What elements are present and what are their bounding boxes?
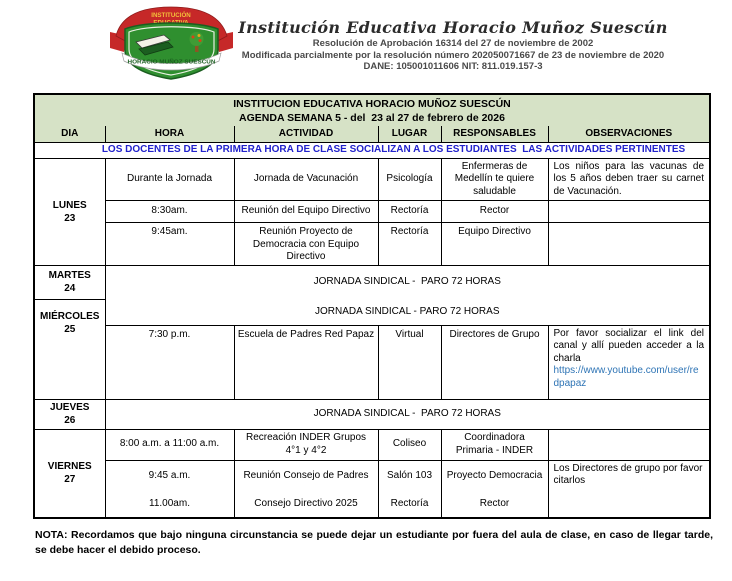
actividad-cell: Reunión Proyecto de Democracia con Equipo Directivo (234, 223, 378, 266)
actividad-cell: Reunión del Equipo Directivo (234, 201, 378, 223)
day-name: LUNES (52, 199, 87, 211)
responsables-cell: Directores de Grupo (441, 325, 548, 399)
day-name: MARTES (48, 270, 91, 281)
agenda-table (33, 93, 711, 519)
column-header-hora: HORA (105, 126, 234, 142)
letterhead (0, 0, 732, 90)
actividad-cell: Escuela de Padres Red Papaz (234, 325, 378, 399)
lugar-cell: Coliseo (378, 429, 441, 460)
responsables-cell: Equipo Directivo (441, 223, 548, 266)
day-number: 27 (64, 474, 76, 486)
lugar-cell: Psicología (378, 158, 441, 201)
day-cell-lunes (34, 158, 105, 265)
hora-cell: 7:30 p.m. (105, 325, 234, 399)
hora-cell: 8:00 a.m. a 11:00 a.m. (105, 429, 234, 460)
day-name: MIÉRCOLES (40, 310, 100, 322)
observaciones-cell (548, 201, 710, 223)
responsables-cell: Coordinadora Primaria - INDER (441, 429, 548, 460)
day-number: 25 (64, 323, 76, 335)
day-number: 24 (64, 283, 76, 294)
school-name: Institución Educativa Horacio Muñoz Suescún (238, 18, 668, 37)
responsables-cell: Enfermeras de Medellín te quiere saludable (441, 158, 548, 201)
lugar-cell: Salón 103 (378, 460, 441, 491)
school-crest-logo (108, 6, 235, 80)
letterhead-text (230, 18, 676, 73)
day-number: 23 (64, 212, 76, 224)
tree-crown-icon (190, 32, 204, 46)
crest-banner-text-1: INSTITUCIÓN (151, 12, 191, 19)
youtube-link[interactable]: https://www.youtube.com/user/redpapaz (553, 365, 699, 389)
jornada-sindical-banner: JORNADA SINDICAL - PARO 72 HORAS (105, 299, 710, 325)
observaciones-cell (548, 491, 710, 518)
column-header-actividad: ACTIVIDAD (234, 126, 378, 142)
table-subtitle: AGENDA SEMANA 5 - del 23 al 27 de febrero de 2026 (239, 111, 505, 124)
table-title: INSTITUCION EDUCATIVA HORACIO MUÑOZ SUESCÚN (233, 97, 511, 110)
observaciones-cell (548, 223, 710, 266)
crest-shield (125, 23, 218, 79)
actividad-cell: Jornada de Vacunación (234, 158, 378, 201)
observaciones-cell: Los niños para las vacunas de los 5 años deben traer su carnet de Vacunación. (548, 158, 710, 201)
actividad-cell: Consejo Directivo 2025 (234, 491, 378, 518)
lugar-cell: Rectoría (378, 491, 441, 518)
jornada-sindical-banner: JORNADA SINDICAL - PARO 72 HORAS (105, 399, 710, 429)
day-cell-miercoles (34, 299, 105, 399)
responsables-cell: Rector (441, 491, 548, 518)
observaciones-cell (548, 325, 710, 399)
lugar-cell: Virtual (378, 325, 441, 399)
column-header-lugar: LUGAR (378, 126, 441, 142)
responsables-cell: Proyecto Democracia (441, 460, 548, 491)
actividad-cell: Reunión Consejo de Padres (234, 460, 378, 491)
day-cell-martes (34, 265, 105, 299)
hora-cell: Durante la Jornada (105, 158, 234, 201)
hora-cell: 8:30am. (105, 201, 234, 223)
lugar-cell: Rectoría (378, 201, 441, 223)
responsables-cell: Rector (441, 201, 548, 223)
footer-note: NOTA: Recordamos que bajo ninguna circunstancia se puede dejar un estudiante por fuera del aula de clase, en caso de llegar tarde, se debe hacer el debido proceso. (35, 529, 713, 556)
resolution-line: Resolución de Aprobación 16314 del 27 de noviembre de 2002 (312, 38, 594, 49)
hora-cell: 9:45 a.m. (105, 460, 234, 491)
column-header-responsables: RESPONSABLES (441, 126, 548, 142)
crest-name-text: HORACIO MUÑOZ SUESCÚN (127, 59, 203, 66)
column-header-observaciones: OBSERVACIONES (548, 126, 710, 142)
table-title-cell (34, 94, 710, 126)
observaciones-cell: Los Directores de grupo por favor citarlos (548, 460, 710, 491)
tree-fruit-icon (198, 34, 201, 37)
modification-line: Modificada parcialmente por la resolución número 202050071667 de 23 de noviembre de 2020 (241, 49, 665, 61)
hora-cell: 11.00am. (105, 491, 234, 518)
hora-cell: 9:45am. (105, 223, 234, 266)
jornada-sindical-banner: JORNADA SINDICAL - PARO 72 HORAS (105, 265, 710, 299)
tree-fruit-icon (199, 39, 202, 42)
tree-fruit-icon (192, 36, 195, 39)
actividad-cell: Recreación INDER Grupos 4°1 y 4°2 (234, 429, 378, 460)
teachers-notice: LOS DOCENTES DE LA PRIMERA HORA DE CLASE SOCIALIZAN A LOS ESTUDIANTES LAS ACTIVIDADES PERTINENTES (34, 142, 710, 158)
column-header-dia: DIA (34, 126, 105, 142)
day-number: 26 (64, 415, 76, 426)
day-cell-jueves (34, 399, 105, 429)
day-name: JUEVES (50, 402, 90, 413)
day-name: VIERNES (47, 461, 92, 473)
observaciones-text: Por favor socializar el link del canal y allí pueden acceder a la charla (553, 327, 705, 364)
lugar-cell: Rectoría (378, 223, 441, 266)
day-cell-viernes (34, 429, 105, 518)
observaciones-cell (548, 429, 710, 460)
dane-nit-line: DANE: 105001011606 NIT: 811.019.157-3 (363, 61, 543, 72)
